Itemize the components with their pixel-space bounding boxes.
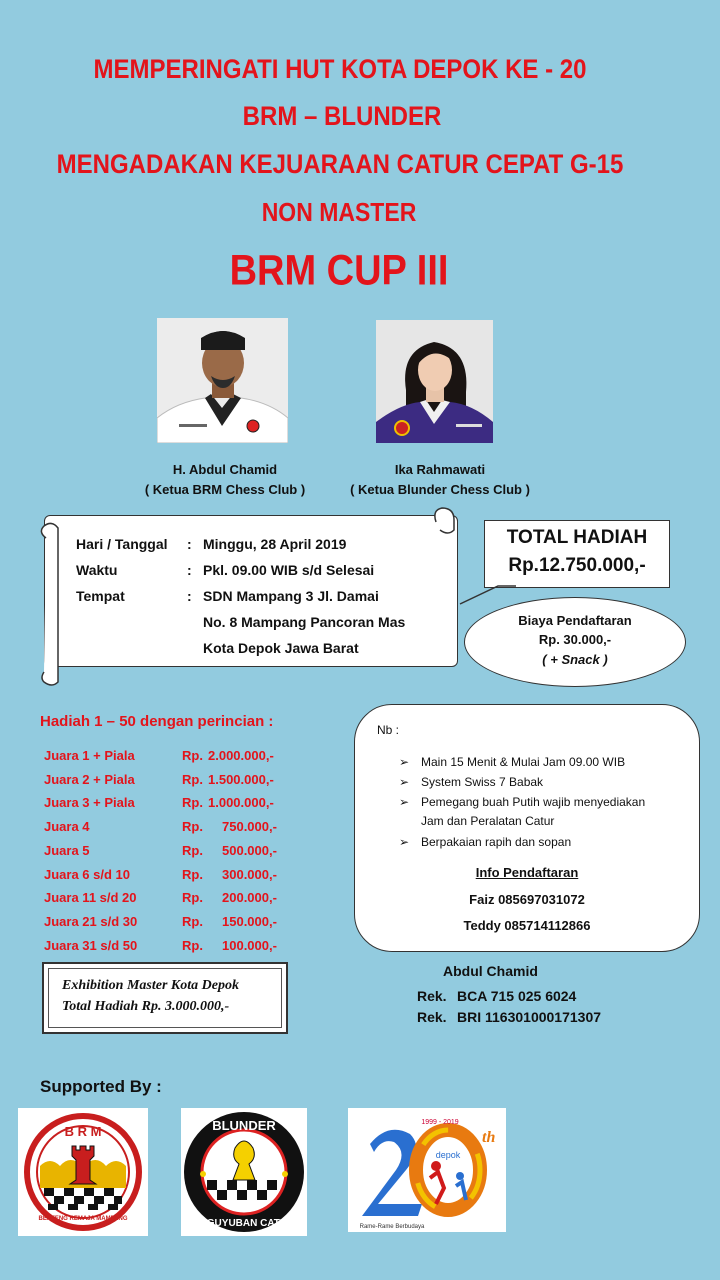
prize-currency: Rp. (182, 938, 203, 953)
prize-currency: Rp. (182, 819, 203, 834)
total-prize-amount: Rp.12.750.000,- (508, 555, 646, 576)
prize-rank: Juara 1 + Piala (44, 748, 135, 763)
contact-faiz: Faiz 085697031072 (469, 892, 585, 907)
note-item: ➢ System Swiss 7 Babak (399, 775, 544, 789)
colon: : (187, 536, 192, 552)
exhibition-box (42, 962, 288, 1034)
blunder-logo (181, 1108, 307, 1236)
brm-logo (18, 1108, 148, 1236)
time-label: Waktu (76, 562, 118, 578)
prize-rank: Juara 3 + Piala (44, 795, 135, 810)
prize-rank: Juara 11 s/d 20 (44, 890, 137, 905)
person-1-role: ( Ketua BRM Chess Club ) (144, 482, 306, 497)
person-1-name: H. Abdul Chamid (172, 462, 278, 477)
place-line-1: SDN Mampang 3 Jl. Damai (203, 588, 379, 604)
bank-label-2: Rek. (417, 1009, 447, 1025)
prize-rank: Juara 5 (44, 843, 90, 858)
prize-currency: Rp. (182, 795, 203, 810)
total-prize-box (484, 520, 670, 588)
prize-rank: Juara 2 + Piala (44, 772, 135, 787)
bank-account-bri: BRI 116301000171307 (457, 1009, 602, 1025)
note-text: System Swiss 7 Babak (421, 775, 544, 789)
prize-rank: Juara 4 (44, 819, 90, 834)
registration-fee-bubble (464, 597, 686, 687)
prize-rank: Juara 21 s/d 30 (44, 914, 138, 929)
total-prize-title: TOTAL HADIAH (506, 527, 648, 548)
place-label: Tempat (76, 588, 125, 604)
blunder-logo-bottom-text: PAGUYUBAN CATUR (193, 1218, 295, 1229)
headline-1: MEMPERINGATI HUT KOTA DEPOK KE - 20 (93, 54, 587, 85)
prize-heading: Hadiah 1 – 50 dengan perincian : (40, 713, 274, 730)
prize-rank: Juara 6 s/d 10 (44, 867, 130, 882)
prize-amount: 1.000.000,- (208, 795, 274, 810)
person-1-caption (120, 460, 330, 500)
colon: : (187, 562, 192, 578)
exhibition-line-2: Total Hadiah Rp. 3.000.000,- (62, 999, 230, 1014)
prize-rank: Juara 31 s/d 50 (44, 938, 138, 953)
note-item: ➢ Berpakaian rapih dan sopan (399, 835, 572, 849)
notes-box (354, 704, 700, 952)
depok-tagline-text: Rame-Rame Berbudaya (359, 1224, 425, 1230)
exhibition-line-1: Exhibition Master Kota Depok (62, 978, 239, 993)
person-2-name: Ika Rahmawati (394, 462, 486, 477)
prize-currency: Rp. (182, 843, 203, 858)
prize-amount: 500.000,- (222, 843, 277, 858)
photo-abdul-chamid (157, 318, 288, 443)
blunder-logo-top-text: BLUNDER (212, 1118, 276, 1133)
depok-20th-logo (348, 1108, 506, 1232)
day-label: Hari / Tanggal (76, 536, 168, 552)
info-title: Info Pendaftaran (475, 865, 579, 880)
prize-currency: Rp. (182, 748, 203, 763)
prize-currency: Rp. (182, 867, 203, 882)
person-2-role: ( Ketua Blunder Chess Club ) (350, 482, 530, 497)
depok-th-text: th (482, 1129, 496, 1146)
bank-label-1: Rek. (417, 988, 447, 1004)
prize-amount: 300.000,- (222, 867, 277, 882)
prize-currency: Rp. (182, 890, 203, 905)
fee-label: Biaya Pendaftaran (518, 613, 632, 628)
brm-logo-top-text: B R M (64, 1124, 102, 1139)
callout-tail (458, 580, 518, 608)
fee-extra: ( + Snack ) (542, 652, 608, 667)
depok-brand-text: depok (435, 1150, 461, 1160)
note-text: Jam dan Peralatan Catur (421, 814, 555, 828)
note-text: Main 15 Menit & Mulai Jam 09.00 WIB (421, 755, 626, 769)
notes-label: Nb : (377, 723, 400, 737)
prize-amount: 150.000,- (222, 914, 277, 929)
prize-currency: Rp. (182, 772, 203, 787)
note-item: ➢ Main 15 Menit & Mulai Jam 09.00 WIB (399, 755, 626, 769)
fee-amount: Rp. 30.000,- (538, 632, 612, 647)
account-holder: Abdul Chamid (443, 963, 538, 979)
place-line-2: No. 8 Mampang Pancoran Mas (203, 614, 406, 630)
brm-logo-bottom-text: BENTENG REMAJA MAMPANG (38, 1216, 128, 1222)
time-value: Pkl. 09.00 WIB s/d Selesai (203, 562, 375, 578)
headline-3: MENGADAKAN KEJUARAAN CATUR CEPAT G-15 (56, 149, 624, 180)
event-title: BRM CUP III (229, 247, 449, 295)
place-line-3: Kota Depok Jawa Barat (203, 640, 359, 656)
note-text: Pemegang buah Putih wajib menyediakan (421, 795, 646, 809)
headline-2: BRM – BLUNDER (242, 101, 442, 132)
supported-by-label: Supported By : (40, 1077, 162, 1096)
prize-amount: 200.000,- (222, 890, 277, 905)
depok-years-text: 1999 - 2019 (421, 1119, 459, 1126)
prize-amount: 1.500.000,- (208, 772, 274, 787)
prize-amount: 100.000,- (222, 938, 277, 953)
contact-teddy: Teddy 085714112866 (463, 918, 591, 933)
day-value: Minggu, 28 April 2019 (203, 536, 347, 552)
note-item: ➢ Pemegang buah Putih wajib menyediakan (399, 795, 646, 809)
prize-currency: Rp. (182, 914, 203, 929)
person-2-caption (330, 460, 550, 500)
colon: : (187, 588, 192, 604)
bank-account-bca: BCA 715 025 6024 (457, 988, 577, 1004)
photo-ika-rahmawati (376, 320, 493, 443)
prize-amount: 750.000,- (222, 819, 277, 834)
note-text: Berpakaian rapih dan sopan (421, 835, 572, 849)
headline-4: NON MASTER (261, 197, 417, 227)
scroll-curl-decoration (34, 502, 470, 692)
prize-amount: 2.000.000,- (208, 748, 274, 763)
note-item-continuation (421, 812, 554, 831)
